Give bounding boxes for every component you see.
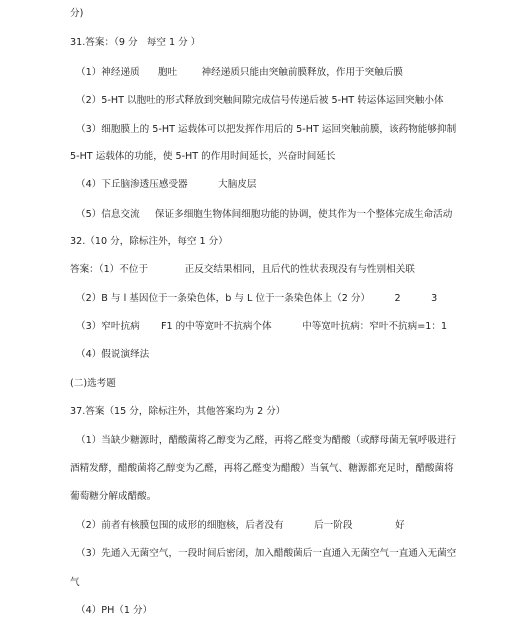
q31-part3: （3）细胞膜上的 5-HT 运载体可以把发挥作用后的 5-HT 运回突触前膜，该药物能够抑制 <box>76 124 457 135</box>
q37-part3: （3）先通入无菌空气，一段时间后密闭，加入醋酸菌后一直通入无菌空气一直通入无菌空 <box>76 548 457 559</box>
q37-part2: （2）前者有核膜包围的成形的细胞核，后者没有 后一阶段 好 <box>76 520 405 531</box>
text-line-continuation: 分) <box>70 8 84 19</box>
q37-part1-cont2: 葡萄糖分解成醋酸。 <box>70 491 157 502</box>
q37-part4: （4）PH（1 分） <box>76 605 153 616</box>
q32-part4: （4）假说演绎法 <box>76 349 150 360</box>
section-elective-heading: (二)选考题 <box>70 378 116 389</box>
q37-part1-cont: 酒精发酵，醋酸菌将乙醇变为乙醛，再将乙醛变为醋酸）当氧气、糖源都充足时，醋酸菌将 <box>70 463 454 474</box>
q32-part3: （3）窄叶抗病 F1 的中等宽叶不抗病个体 中等宽叶抗病：窄叶不抗病=1：1 <box>76 321 448 332</box>
q37-part3-cont: 气 <box>70 577 80 588</box>
q31-part3-cont: 5-HT 运载体的功能，使 5-HT 的作用时间延长，兴奋时间延长 <box>70 151 336 162</box>
q31-part1: （1）神经递质 胞吐 神经递质只能由突触前膜释放，作用于突触后膜 <box>76 67 404 78</box>
q31-part4: （4）下丘脑渗透压感受器 大脑皮层 <box>76 179 257 190</box>
q32-part2: （2）B 与 l 基因位于一条染色体，b 与 L 位于一条染色体上（2 分） 2 3 <box>76 293 438 304</box>
q32-heading: 32.（10 分，除标注外，每空 1 分） <box>70 236 228 247</box>
q37-heading: 37.答案（15 分，除标注外，其他答案均为 2 分） <box>70 406 286 417</box>
q32-part1: 答案：（1）不位于 正反交结果相同，且后代的性状表现没有与性别相关联 <box>70 264 415 275</box>
q37-part1: （1）当缺少糖源时，醋酸菌将乙醇变为乙醛，再将乙醛变为醋酸（或酵母菌无氧呼吸进行 <box>76 435 457 446</box>
q31-answer-heading: 31.答案：（9 分 每空 1 分 ） <box>70 37 201 48</box>
q31-part5: （5）信息交流 保证多细胞生物体间细胞功能的协调，使其作为一个整体完成生命活动 <box>76 209 453 220</box>
q31-part2: （2）5-HT 以胞吐的形式释放到突触间隙完成信号传递后被 5-HT 转运体运回突触小体 <box>76 95 444 106</box>
